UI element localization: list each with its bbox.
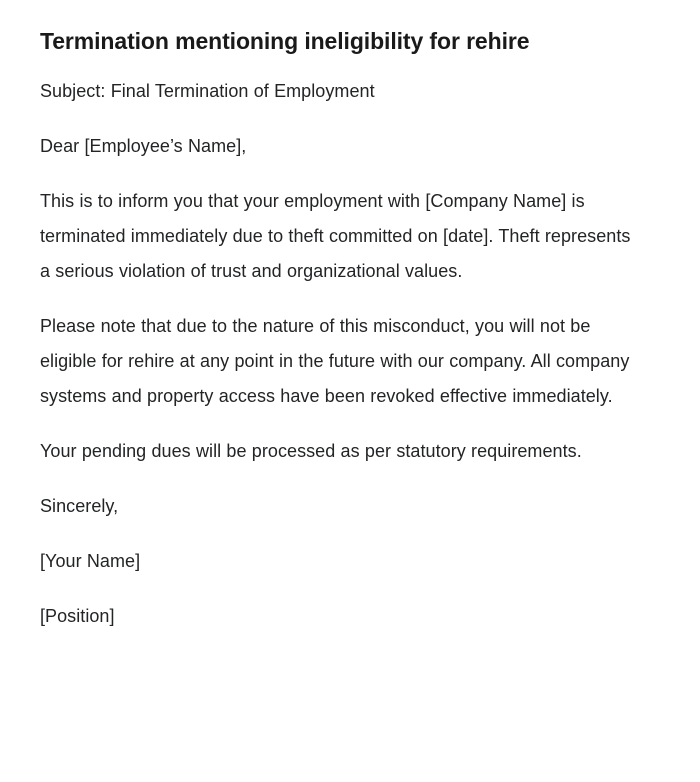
closing-line: Sincerely, [40, 496, 119, 516]
salutation: Dear [Employee’s Name], [40, 136, 247, 156]
subject-line: Subject: Final Termination of Employment [40, 81, 375, 101]
page-title: Termination mentioning ineligibility for rehire [40, 28, 530, 54]
termination-notice-paragraph: This is to inform you that your employment with [Company Name] is terminated immediately due to theft committed on [date]. Theft represents a serious violation of trust and organizational values. [40, 191, 631, 281]
letter-body [40, 74, 632, 634]
pending-dues-paragraph: Your pending dues will be processed as per statutory requirements. [40, 441, 582, 461]
rehire-ineligibility-paragraph: Please note that due to the nature of this misconduct, you will not be eligible for rehire at any point in the future with our company. All company systems and property access have been revoked effective immediately. [40, 316, 630, 406]
signature-name: [Your Name] [40, 551, 141, 571]
signature-position: [Position] [40, 606, 115, 626]
